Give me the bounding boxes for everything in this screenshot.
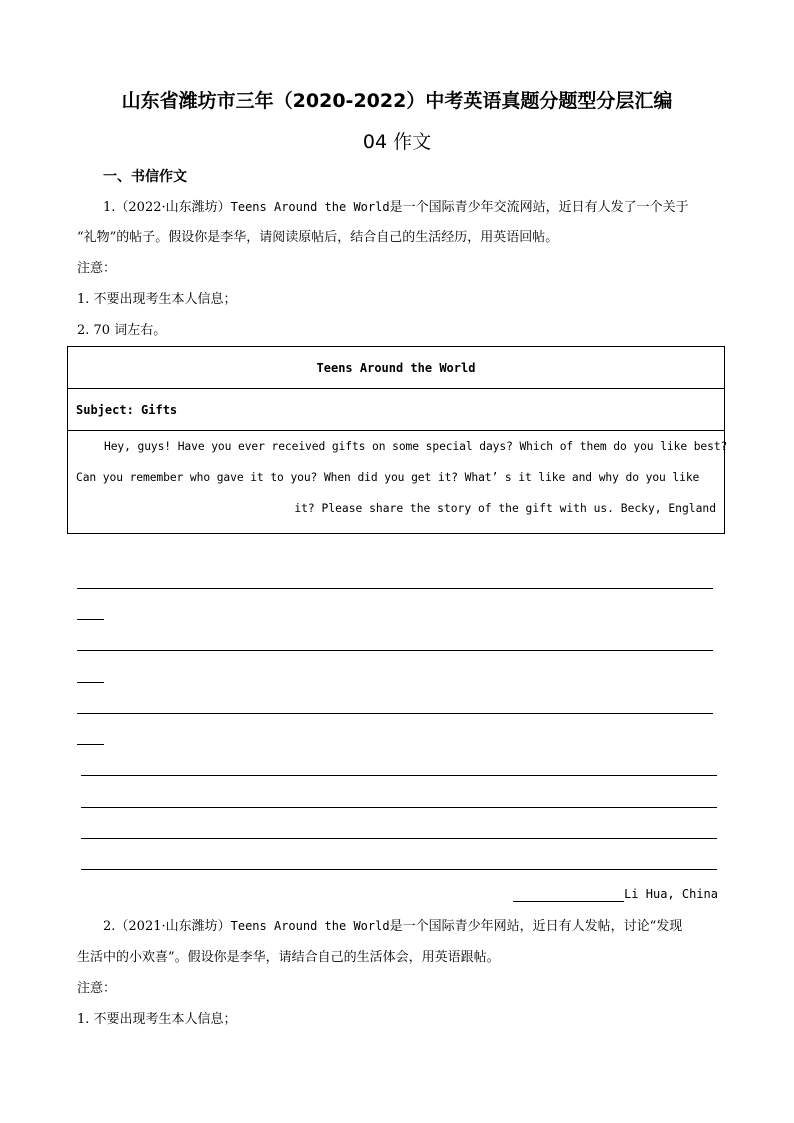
- q2-note-label: 注意：: [77, 981, 117, 996]
- forum-post-box: [67, 346, 728, 534]
- signature: Li Hua, China: [624, 887, 718, 901]
- post-subject: Subject: Gifts: [68, 389, 724, 431]
- q2-line2: 生活中的小欢喜”。假设你是李华，请结合自己的生活体会，用英语跟帖。: [77, 950, 500, 965]
- post-header: Teens Around the World: [68, 347, 724, 389]
- answer-line-end: [77, 619, 104, 620]
- page-title: 山东省潍坊市三年（2020-2022）中考英语真题分题型分层汇编: [121, 90, 673, 112]
- q2-note-1: 1. 不要出现考生本人信息；: [77, 1012, 237, 1027]
- q1-source: 1.（2022·山东潍坊）: [103, 200, 231, 215]
- answer-line: [81, 869, 717, 870]
- answer-line: [81, 807, 717, 808]
- q1-note-1: 1. 不要出现考生本人信息；: [77, 292, 237, 307]
- answer-line: [81, 775, 717, 776]
- q1-prompt-a: 是一个国际青少年交流网站，近日有人发了一个关于: [389, 200, 689, 215]
- answer-line: [77, 713, 713, 714]
- answer-line: [81, 838, 717, 839]
- signature-blank: [513, 901, 624, 902]
- q1-line1: [103, 199, 689, 216]
- q1-line2: “礼物”的帖子。假设你是李华，请阅读原帖后，结合自己的生活经历，用英语回帖。: [77, 230, 559, 245]
- post-body-line-2: Can you remember who gave it to you? When did you get it? What’ s it like and why do you like: [76, 471, 700, 484]
- answer-line-end: [77, 744, 104, 745]
- q1-site-name: Teens Around the World: [230, 200, 390, 214]
- post-body-line-1: Hey, guys! Have you ever received gifts on some special days? Which of them do you like best?: [104, 440, 728, 453]
- q2-prompt-a: 是一个国际青少年网站，近日有人发帖，讨论“发现: [389, 919, 683, 934]
- answer-line-end: [77, 682, 104, 683]
- q2-source: 2.（2021·山东潍坊）: [103, 919, 231, 934]
- page-subtitle: 04 作文: [362, 131, 432, 153]
- q1-note-label: 注意：: [77, 261, 117, 276]
- answer-line: [77, 650, 713, 651]
- answer-line: [77, 588, 713, 589]
- q1-note-2: 2. 70 词左右。: [77, 323, 167, 338]
- post-body: [68, 431, 728, 524]
- q2-site-name: Teens Around the World: [230, 919, 390, 933]
- section-heading: 一、书信作文: [103, 169, 187, 185]
- q2-line1: [103, 918, 682, 935]
- post-body-line-3: it? Please share the story of the gift with us. Becky, England: [294, 502, 716, 515]
